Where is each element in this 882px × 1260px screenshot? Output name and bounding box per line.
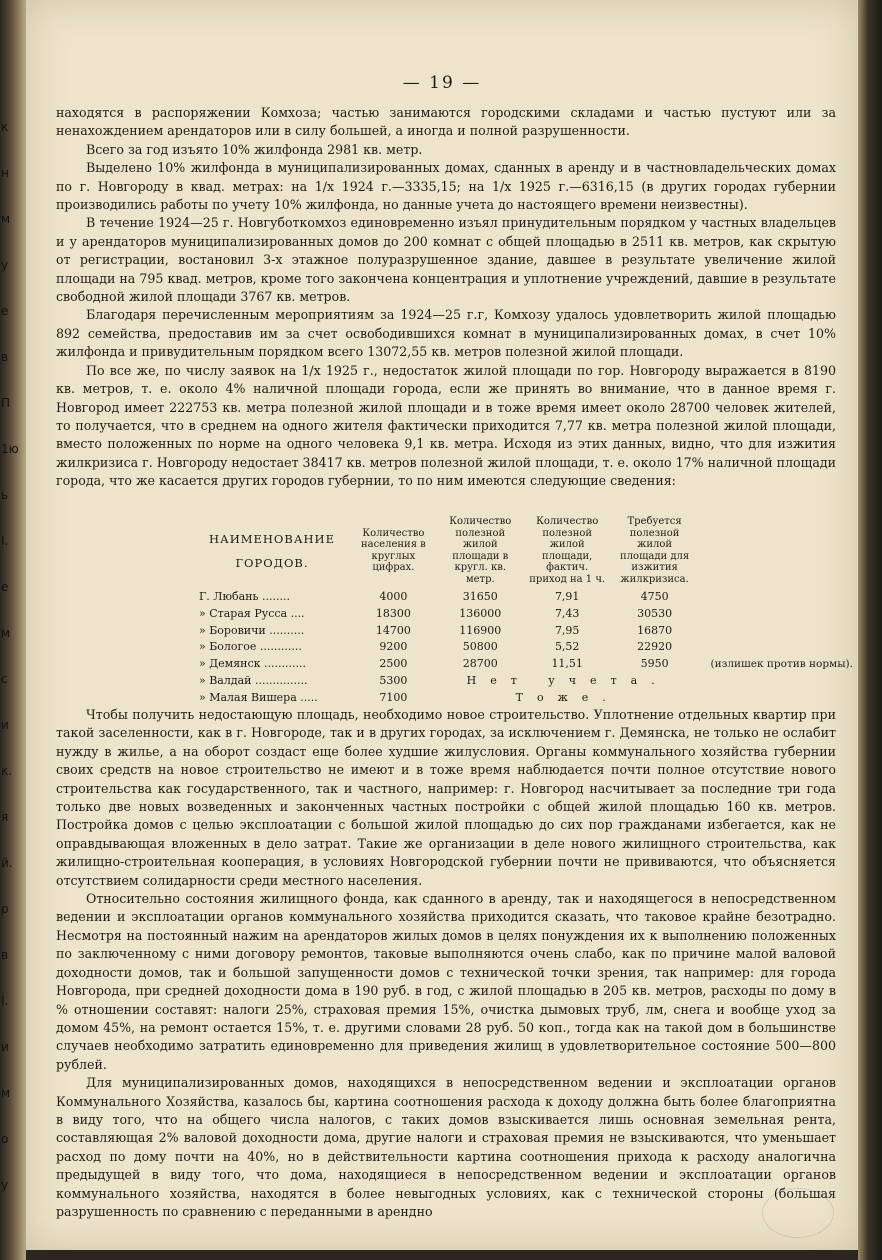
- margin-fragment: н: [1, 166, 9, 180]
- housing-stats-table: [194, 516, 858, 707]
- table-cell-city: » Валдай ...............: [199, 673, 308, 687]
- margin-fragment: е: [1, 580, 9, 594]
- table-header-cell: Требуется полезной жилой площади для изжития жилкризиса.: [620, 516, 690, 585]
- table-row: [194, 623, 858, 640]
- margin-fragment: м: [1, 212, 11, 226]
- table-cell-note: [699, 589, 858, 606]
- paragraph: Выделено 10% жилфонда в муниципализированных домах, сданных в аренду и в частновладельческих домах по г. Новгороду в квад. метрах: на 1/х 1924 г.—3335,15; на 1/х 1925 г.—6316,15 (в других городах губернии производились работы по учету 10% жилфонда, но данные учета до настоящего времени неизвестны).: [56, 160, 836, 213]
- margin-fragment: е: [1, 304, 9, 318]
- table-cell-population: 2500: [379, 657, 408, 671]
- margin-fragment: м: [1, 1086, 11, 1100]
- margin-fragment: к: [1, 120, 9, 134]
- table-cell-population: 9200: [379, 640, 408, 654]
- table-header-cell: Количество населения в круглых цифрах.: [360, 527, 426, 573]
- margin-fragment: П: [1, 396, 11, 410]
- table-cell-population: 4000: [379, 590, 408, 603]
- margin-fragment: с: [1, 672, 8, 686]
- table-row: [194, 673, 858, 690]
- table-cell-area: 116900: [459, 623, 502, 637]
- margin-text-fragments: [0, 0, 19, 1260]
- table-cell-city: » Демянск ............: [199, 657, 306, 671]
- table-cell-note: [699, 623, 858, 640]
- table-cell-no-data: Нет учета.: [466, 673, 669, 687]
- table-header-cell: НАИМЕНОВАНИЕ ГОРОДОВ.: [208, 531, 335, 570]
- table-cell-area: 28700: [462, 657, 498, 671]
- table-cell-area: 31650: [462, 590, 498, 603]
- table-cell-population: 18300: [375, 606, 411, 620]
- text-block-top: [56, 104, 836, 491]
- table-cell-no-data: Тоже.: [515, 690, 620, 704]
- table-cell-note: [699, 606, 858, 623]
- margin-fragment: у: [1, 1178, 9, 1192]
- table-cell-city: » Старая Русса ....: [199, 606, 305, 620]
- text-block-bottom: [56, 706, 836, 1221]
- margin-fragment: и: [1, 718, 9, 732]
- paragraph: Благодаря перечисленным мероприятиям за 1924—25 г.г, Комхозу удалось удовлетворить жилой площадью 892 семейства, предоставив им за счет освободившихся комнат в муниципализированных домах, в счет 10% жилфонда и привудительным порядком всего 13072,55 кв. метров полезной жилой площади.: [56, 307, 836, 360]
- margin-fragment: у: [1, 258, 9, 272]
- paragraph: Для муниципализированных домов, находящихся в непосредственном ведении и эксплоатации органов Коммунального Хозяйства, казалось бы, картина соотношения расхода к доходу должна быть более благоприятна в виду того, что на общего числа налогов, с таких домов взыскивается лишь основная земельная рента, составляющая 2% валовой доходности дома, другие налоги и страховая премия не взыскиваются, что уменьшает расход по дому почти на 40%, но в действительности картина соотношения прихода к расходу аналогична предыдущей в виду того, что дома, находящиеся в непосредственном ведении и эксплоатации органов коммунального хозяйства, находятся в более невыгодных условиях, как с технической стороны (большая разрушенность по сравнению с переданными в арендно: [56, 1075, 836, 1219]
- paragraph: В течение 1924—25 г. Новгуботкомхоз единовременно изъял принудительным порядком у частных владельцев и у арендаторов муниципализированных домов до 200 комнат с общей площадью в 2511 кв. метров, как скрытую от регистрации, востановил 3-х этажное полуразрушенное здание, давшее в результате увеличение жилой площади на 795 квад. метров, кроме того закончена концентрация и уплотнение учреждений, давшие в результате свободной жилой площади 3767 кв. метров.: [56, 215, 836, 305]
- table-cell-city: Г. Любань ........: [199, 590, 291, 603]
- table-cell-note: (излишек против нормы).: [710, 658, 853, 671]
- table-cell-required: 5950: [640, 657, 669, 671]
- margin-fragment: к.: [1, 764, 13, 778]
- paragraph: Чтобы получить недостающую площадь, необходимо новое строительство. Уплотнение отдельных квартир при такой заселенности, как в г. Новгороде, так и в других городах, за исключением г. Демянска, не только не ослабит нужду в жилье, а на оборот создаст еще более худшие жилусловия. Органы коммунального хозяйства губернии своих средств на новое строительство не имеют и в тоже время наблюдается почти полное отсутствие нового строительства как государственного, так и частного, например: г. Новгород насчитывает за последние три года только две новых возведенных и законченных частных постройки с общей жилой площадью 160 кв. метров. Постройка домов с целью эксплоатации с большой жилой площадью до сих пор гражданами избегается, как не оправдывающая вложенных в дело затрат. Такие же организации в деле нового жилищного строительства, как жилищно-строительная кооперация, в условиях Новгородской губернии почти не прививаются, что объясняется отсутствием солидарности среди местного населения.: [56, 707, 836, 888]
- margin-fragment: ь: [1, 488, 9, 502]
- table-cell-required: 16870: [637, 623, 673, 637]
- margin-fragment: в: [1, 948, 9, 962]
- paragraph: находятся в распоряжении Комхоза; частью занимаются городскими складами и частью пустуют или за ненахождением арендаторов или в силу большей, а иногда и полной разрушенности.: [56, 105, 836, 139]
- margin-fragment: р: [1, 902, 9, 916]
- table-cell-city: » Боровичи ..........: [199, 623, 305, 637]
- table-cell-per-capita: 11,51: [551, 657, 583, 671]
- table-cell-city: » Малая Вишера .....: [199, 690, 318, 704]
- paragraph: Относительно состояния жилищного фонда, как сданного в аренду, так и находящегося в непосредственном ведении и эксплоатации органов коммунального хозяйства приходится сказать, что таковое крайне безотрадно. Несмотря на постоянный нажим на арендаторов жилых домов в целях понуждения их к выполнению положенных по заключенному с ними договору ремонтов, таковые выполняются очень слабо, как по причине малой валовой доходности домов, так и большой запущенности домов с технической точки зрения, так например: для города Новгорода, при средней доходности дома в 190 руб. в год, с жилой площадью в 205 кв. метров, расходы по дому в % отношении составят: налоги 25%, страховая премия 15%, очистка дымовых труб, лм, снега и вообще уход за домом 45%, на ремонт остается 15%, т. е. другими словами 28 руб. 50 коп., тогда как на такой дом в большинстве случаев необходимо затратить единовременно для приведения жилищ в удовлетворительное состояние 500—800 рублей.: [56, 891, 836, 1072]
- paragraph: По все же, по числу заявок на 1/х 1925 г., недостаток жилой площади по гор. Новгороду выражается в 8190 кв. метров, т. е. около 4% наличной площади города, если же принять во внимание, что в данное время г. Новгород имеет 222753 кв. метра полезной жилой площади и в тоже время имеет около 28700 человек жителей, то получается, что в среднем на одного жителя фактически приходится 7,77 кв. метра полезной жилой площади, вместо положенных по норме на одного человека 9,1 кв. метра. Исходя из этих данных, видно, что для изжития жилкризиса г. Новгороду недостает 38417 кв. метров полезной жилой площади, т. е. около 17% наличной площади города, что же касается других городов губернии, то по ним имеются следующие сведения:: [56, 362, 836, 489]
- table-row: [194, 639, 858, 656]
- margin-fragment: м: [1, 626, 11, 640]
- margin-fragment: и: [1, 1040, 9, 1054]
- table-cell-area: 50800: [462, 640, 498, 654]
- table-header-row: [194, 516, 858, 589]
- table-cell-required: 4750: [640, 590, 669, 603]
- table-cell-population: 14700: [375, 623, 411, 637]
- margin-fragment: я: [1, 810, 9, 824]
- table-cell-population: 7100: [379, 690, 408, 704]
- table-row: [194, 656, 858, 673]
- document-page: [26, 0, 858, 1250]
- table-cell-per-capita: 7,95: [554, 623, 580, 637]
- margin-fragment: й.: [1, 856, 13, 870]
- paragraph: Всего за год изъято 10% жилфонда 2981 кв. метр.: [86, 141, 423, 157]
- table-row: [194, 606, 858, 623]
- margin-fragment: 1ю: [1, 442, 19, 456]
- table-cell-city: » Бологое ............: [199, 640, 302, 654]
- margin-fragment: в: [1, 350, 9, 364]
- page-edge: [858, 0, 882, 1260]
- library-stamp: [762, 1188, 834, 1238]
- table-header-cell: Количество полезной жилой площади, фактич. приход на 1 ч.: [529, 516, 606, 585]
- margin-fragment: о: [1, 1132, 9, 1146]
- margin-fragment: I.: [1, 534, 9, 548]
- table-row: [194, 589, 858, 606]
- table-cell-population: 5300: [379, 673, 408, 687]
- table-cell-required: 30530: [637, 606, 673, 620]
- page-number: — 19 —: [402, 73, 482, 93]
- table-header-cell: Количество полезной жилой площади в кругл. кв. метр.: [449, 516, 512, 585]
- margin-fragment: I.: [1, 994, 9, 1008]
- table-cell-area: 136000: [459, 606, 502, 620]
- table-cell-required: 22920: [637, 640, 673, 654]
- table-row: [194, 690, 858, 707]
- table-cell-per-capita: 7,91: [554, 590, 580, 603]
- table-cell-per-capita: 5,52: [554, 640, 580, 654]
- table-cell-per-capita: 7,43: [554, 606, 580, 620]
- table-cell-note: [699, 639, 858, 656]
